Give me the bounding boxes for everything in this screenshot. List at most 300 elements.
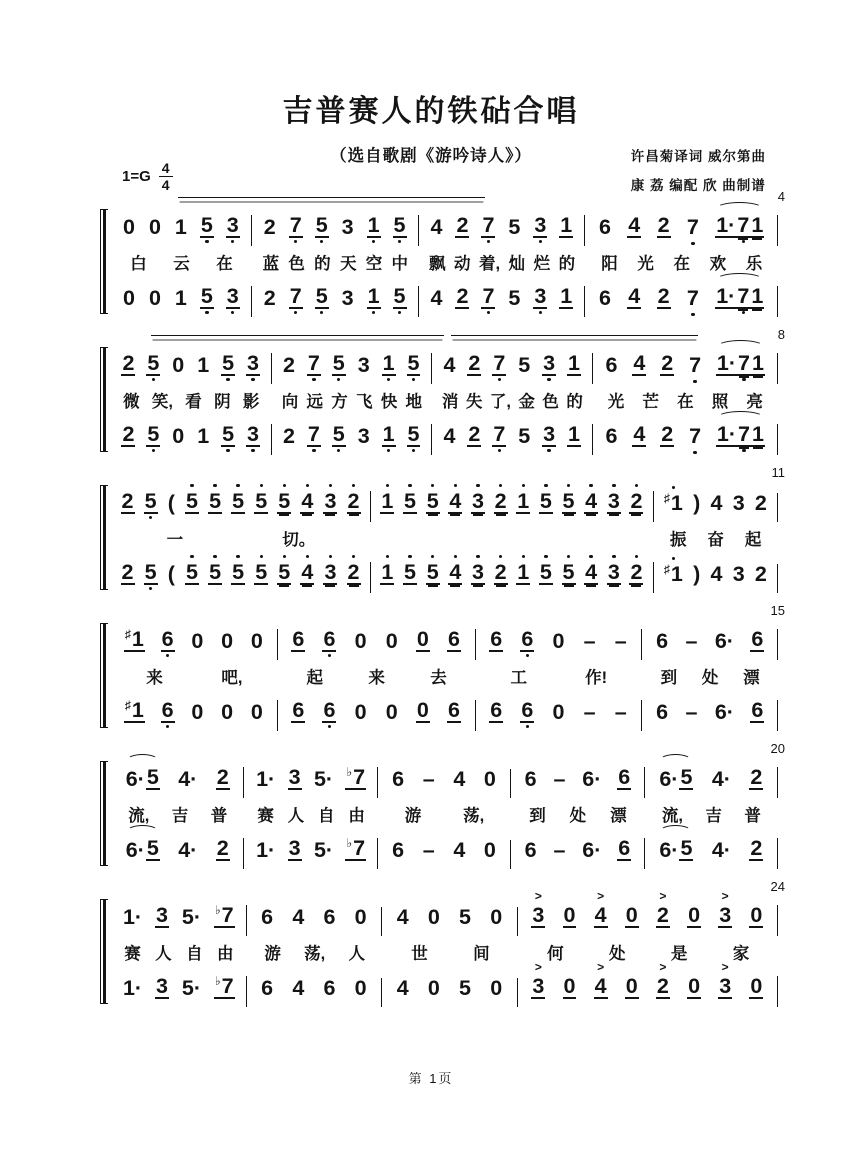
lyrics-measure (247, 940, 383, 964)
note: 5 (144, 559, 157, 584)
note: 2 (263, 285, 276, 310)
note: ) (693, 490, 701, 515)
note: 4 (430, 214, 443, 239)
voice-row-bottom (111, 415, 778, 455)
measure (111, 559, 371, 594)
slur-group (715, 283, 764, 310)
note: – (614, 628, 627, 653)
lyric-syllable: 中 (391, 254, 408, 273)
lyric-syllable: 自 (318, 806, 335, 825)
lyrics-measure (432, 388, 593, 412)
note: 7 (737, 283, 750, 308)
note: 2 (216, 835, 229, 860)
lyric-syllable: 人 (155, 944, 172, 963)
note: – (553, 766, 566, 791)
note: 4 (628, 212, 641, 237)
lyric-syllable: 方 (331, 392, 348, 411)
note: 6· (714, 699, 734, 724)
lyric-syllable: 蓝 (262, 254, 280, 273)
note: 1 (751, 212, 764, 237)
voice-row-bottom (111, 691, 778, 731)
voice-row-top (111, 482, 778, 522)
note: 5· (181, 904, 202, 929)
lyric-syllable: 动 (453, 254, 471, 273)
note: 6 (292, 697, 305, 722)
lyrics-measure (278, 664, 476, 688)
note: 6· (582, 837, 602, 862)
lyric-syllable: 起 (306, 668, 323, 687)
note: 7 (738, 350, 751, 375)
note: 1 (751, 283, 764, 308)
note: > 3 (718, 905, 732, 929)
lyric-syllable: 自 (186, 944, 203, 963)
note: ( (167, 490, 175, 515)
note: 0 (250, 628, 263, 653)
note: 5 (404, 488, 417, 513)
note: 3 (156, 902, 168, 927)
note: 6 (323, 697, 336, 722)
measure (111, 488, 371, 523)
lyric-syllable: 烂 (533, 254, 551, 273)
note: 4 (301, 488, 314, 513)
note: 3 (226, 212, 239, 237)
lyric-syllable: 向 (281, 392, 299, 411)
note: ♯1 (663, 490, 683, 515)
lyric-syllable: 远 (306, 392, 323, 411)
measure (371, 488, 654, 523)
note: 1 (517, 488, 530, 513)
lyrics-row (111, 246, 778, 277)
lyric-syllable: 到 (660, 668, 678, 687)
note: 0 (416, 626, 429, 651)
measure (378, 766, 511, 799)
note: 6 (261, 904, 274, 929)
accidental: ♯ (124, 626, 131, 641)
note: 5 (222, 350, 235, 375)
lyrics-measure (252, 250, 419, 274)
lyrics-row (111, 384, 778, 415)
measure (642, 626, 778, 661)
note: 2 (121, 488, 134, 513)
lyric-syllable: 吉 (171, 806, 189, 825)
score-system (100, 879, 785, 1007)
note: 0 (354, 975, 367, 1000)
note: 6 (490, 697, 503, 722)
lyric-syllable: 处 (701, 668, 719, 687)
note: 4 (292, 904, 305, 929)
note: 3 (288, 835, 301, 860)
note: 6 (605, 423, 618, 448)
measure (654, 561, 778, 594)
measure (654, 490, 778, 523)
note: 1 (560, 283, 573, 308)
note: 1 (568, 421, 580, 446)
note: 3 (534, 283, 547, 308)
note: 3 (247, 421, 259, 446)
note: 4 (633, 421, 646, 446)
note: 6 (656, 699, 669, 724)
note: 6 (521, 626, 534, 651)
phrase-lines (111, 197, 778, 203)
measure (511, 764, 644, 799)
measure-number: 20 (770, 741, 785, 756)
lyric-syllable: 何 (547, 944, 564, 963)
score-subtitle: （选自歌剧《游吟诗人》） (330, 147, 532, 165)
note: 0 (221, 699, 234, 724)
lyric-syllable: 由 (217, 944, 234, 963)
note: 5 (332, 350, 345, 375)
note: 3 (357, 423, 370, 448)
note: 0 (427, 975, 440, 1000)
note: 1· (122, 904, 143, 929)
note: 2 (456, 212, 469, 237)
note: 2 (121, 559, 134, 584)
measure-number: 11 (771, 465, 785, 480)
note: 0 (354, 904, 367, 929)
measure (111, 902, 247, 937)
note: 4 (443, 352, 456, 377)
note: 4 (292, 975, 305, 1000)
note: 1· (256, 766, 276, 791)
note: 4 (449, 559, 462, 584)
note: 1· (256, 837, 276, 862)
note: 0 (148, 285, 161, 310)
note: 5 (146, 764, 159, 789)
note: 2 (630, 488, 643, 513)
lyric-syllable: 振 (669, 530, 687, 549)
lyric-syllable: 吧, (221, 668, 243, 687)
lyric-syllable: 看 (185, 392, 202, 411)
note: 5 (407, 350, 420, 375)
note: 5 (407, 421, 420, 446)
note: 2 (282, 352, 295, 377)
note: 6· (714, 628, 734, 653)
measure (111, 626, 278, 661)
lyric-syllable: 处 (608, 944, 626, 963)
measure (645, 835, 778, 870)
measure (518, 973, 778, 1008)
lyric-syllable: 世 (411, 944, 428, 963)
note: ♭7 (214, 973, 234, 998)
note: > 4 (594, 905, 608, 929)
note: 7 (686, 285, 699, 310)
note: 3 (357, 352, 370, 377)
note: 2 (122, 421, 135, 446)
lyric-syllable: 光 (607, 392, 625, 411)
lyrics-measure (111, 388, 272, 412)
note: 3 (156, 973, 168, 998)
note: 0 (354, 628, 367, 653)
note: 6 (392, 766, 405, 791)
note: – (685, 699, 698, 724)
note: 3 (732, 490, 745, 515)
note: 0 (750, 973, 763, 998)
note: 6 (524, 837, 537, 862)
measure (419, 283, 586, 318)
lyrics-measure (585, 250, 778, 274)
note: 2 (494, 559, 507, 584)
system-bracket (100, 347, 108, 452)
note: 6· (582, 766, 602, 791)
note: 2 (657, 283, 670, 308)
note: 0 (122, 214, 135, 239)
note: 0 (688, 902, 701, 927)
note: 6 (490, 626, 503, 651)
note: 1 (197, 423, 210, 448)
note: 6 (448, 626, 460, 651)
lyric-syllable: 到 (529, 806, 546, 825)
note: 0 (490, 975, 503, 1000)
note: – (553, 837, 566, 862)
measure (252, 283, 419, 318)
lyric-syllable: 来 (368, 668, 385, 687)
note: ♭7 (346, 764, 366, 789)
note: 2 (282, 423, 295, 448)
note: 0 (221, 628, 234, 653)
measure-number: 8 (777, 327, 785, 342)
note: 5 (147, 421, 160, 446)
note: 3 (247, 350, 259, 375)
lyrics-row (111, 522, 778, 553)
system-bracket (100, 209, 108, 314)
note: 3 (471, 488, 484, 513)
lyrics-measure (593, 388, 778, 412)
measure (476, 697, 643, 732)
note: 5 (315, 283, 328, 308)
note: 6 (618, 835, 631, 860)
note: 6 (323, 975, 336, 1000)
note: 0 (625, 973, 638, 998)
phrase-line-segment (151, 335, 444, 339)
note: 2 (468, 421, 481, 446)
lyrics-measure (111, 664, 278, 688)
note: 1 (197, 352, 210, 377)
accidental: ♭ (346, 764, 353, 779)
note: 2 (122, 350, 135, 375)
note: 3 (543, 421, 556, 446)
note: 3 (341, 214, 354, 239)
measure (593, 421, 778, 456)
note: 5 (539, 488, 552, 513)
voice-row-top (111, 620, 778, 660)
accidental: ♯ (663, 490, 670, 505)
note: ♯1 (124, 697, 144, 722)
note: 5 (232, 488, 245, 513)
note: 5 (232, 559, 245, 584)
note: 0 (427, 904, 440, 929)
note: 5 (144, 488, 157, 513)
phrase-line-segment (178, 197, 485, 201)
measure (111, 283, 252, 318)
lyrics-measure (111, 526, 371, 550)
lyric-syllable: 阳 (601, 254, 618, 273)
note: 7 (493, 350, 506, 375)
note: 0 (354, 699, 367, 724)
credit-lyricist-composer: 许昌菊译词 威尔第曲 (630, 149, 766, 164)
note: 4· (711, 837, 731, 862)
slur-group (716, 421, 765, 448)
note: 1 (381, 488, 394, 513)
note: 0 (552, 628, 565, 653)
lyric-syllable: 的 (566, 392, 583, 411)
lyric-syllable: 普 (210, 806, 228, 825)
note: 7 (689, 423, 702, 448)
note: – (614, 699, 627, 724)
score-system (100, 603, 785, 731)
lyric-syllable: 奋 (707, 530, 724, 549)
lyric-syllable: 白 (130, 254, 147, 273)
note: 6 (323, 904, 336, 929)
note: 5 (393, 212, 406, 237)
note: 2 (347, 488, 360, 513)
note: 0 (490, 904, 503, 929)
note: 3 (607, 488, 620, 513)
note: 4 (301, 559, 314, 584)
note: 2 (347, 559, 360, 584)
note: 5 (518, 352, 531, 377)
voice-row-bottom (111, 553, 778, 593)
note: 6 (598, 285, 611, 310)
slur-group (658, 835, 693, 862)
time-signature (159, 160, 173, 193)
note: 2 (754, 490, 767, 515)
measure (247, 904, 383, 937)
measure (111, 835, 244, 870)
voice-row-bottom (111, 829, 778, 869)
note: 5· (313, 766, 334, 791)
note: 1 (174, 214, 187, 239)
note: 3 (607, 559, 620, 584)
measure (252, 212, 419, 247)
note: 1 (517, 559, 530, 584)
accidental: ♯ (663, 561, 670, 576)
lyric-syllable: 快 (380, 392, 398, 411)
note: 3 (324, 488, 337, 513)
lyric-syllable: 云 (173, 254, 190, 273)
note: 3 (732, 561, 745, 586)
note: 5 (185, 488, 198, 513)
system-bracket (100, 761, 108, 866)
lyric-syllable: 失 (465, 392, 483, 411)
note: 4· (711, 766, 731, 791)
note: 5 (393, 283, 406, 308)
lyric-syllable: 赛 (257, 806, 274, 825)
measure (382, 975, 518, 1008)
slur-group (715, 212, 764, 239)
note: 0 (148, 214, 161, 239)
note: 3 (226, 283, 239, 308)
note: 6· (125, 837, 145, 862)
note: 6· (659, 837, 679, 862)
measure (111, 350, 272, 385)
note: 4 (710, 561, 723, 586)
note: 0 (191, 628, 204, 653)
credit-arranger-engraver: 康 荔 编配 欣 曲制谱 (630, 178, 766, 194)
note: 1 (382, 350, 395, 375)
lyrics-row (111, 660, 778, 691)
note: 4 (430, 285, 443, 310)
lyric-syllable: 着, (478, 254, 501, 273)
lyric-syllable: 芒 (642, 392, 659, 411)
lyric-syllable: 一 (166, 530, 184, 549)
lyric-syllable: 欢 (709, 254, 727, 273)
note: 5 (508, 214, 521, 239)
voice-row-bottom (111, 277, 778, 317)
note: 1 (752, 350, 764, 375)
lyrics-measure (111, 940, 247, 964)
lyrics-measure (645, 802, 778, 826)
credits (631, 142, 766, 200)
lyric-syllable: 色 (288, 254, 305, 273)
note: 7 (307, 350, 320, 375)
note: 3 (324, 559, 337, 584)
phrase-line-segment (451, 335, 698, 339)
note: 3 (288, 764, 301, 789)
note: 1· (716, 350, 737, 375)
note: 0 (385, 699, 398, 724)
lyrics-measure (378, 802, 511, 826)
lyric-syllable: 家 (732, 944, 750, 963)
lyric-syllable: 人 (287, 806, 305, 825)
lyric-syllable: 飘 (428, 254, 446, 273)
note: 5 (146, 835, 159, 860)
page-footer: 第 1页 (408, 1071, 454, 1086)
voice-row-top (111, 758, 778, 798)
lyrics-row (111, 936, 778, 967)
key-label: 1=G (122, 168, 151, 186)
measure (111, 697, 278, 732)
accidental: ♭ (346, 835, 353, 850)
note: 6 (161, 626, 174, 651)
lyric-syllable: 灿 (508, 254, 526, 273)
note: 5 (562, 559, 575, 584)
system-bracket (100, 899, 108, 1004)
note: > 2 (656, 976, 670, 1000)
lyric-syllable: 赛 (124, 944, 141, 963)
note: 3 (543, 350, 556, 375)
note: 2 (494, 488, 507, 513)
note: ♭7 (346, 835, 366, 860)
voice-row-bottom (111, 967, 778, 1007)
note: 5 (562, 488, 575, 513)
note: – (685, 628, 698, 653)
note: 4 (396, 975, 409, 1000)
lyrics-measure (511, 802, 644, 826)
lyric-syllable: 的 (558, 254, 576, 273)
note: ) (693, 561, 701, 586)
note: 2 (216, 764, 229, 789)
measure (382, 904, 518, 937)
lyrics-measure (244, 802, 377, 826)
note: 0 (563, 973, 576, 998)
measure-number: 24 (770, 879, 785, 894)
note: 0 (172, 352, 185, 377)
note: 4 (710, 490, 723, 515)
voice-row-top (111, 896, 778, 936)
note: 5 (278, 559, 291, 584)
note: 2 (468, 350, 481, 375)
key-time-signature (122, 160, 173, 193)
note: 5 (147, 350, 160, 375)
lyric-syllable: 笑, (151, 392, 174, 411)
note: 7 (737, 212, 750, 237)
lyric-syllable: 起 (744, 530, 762, 549)
note: 6 (598, 214, 611, 239)
note: 7 (686, 214, 699, 239)
measure (585, 283, 778, 318)
lyrics-measure (518, 940, 778, 964)
note: ♭7 (214, 902, 234, 927)
